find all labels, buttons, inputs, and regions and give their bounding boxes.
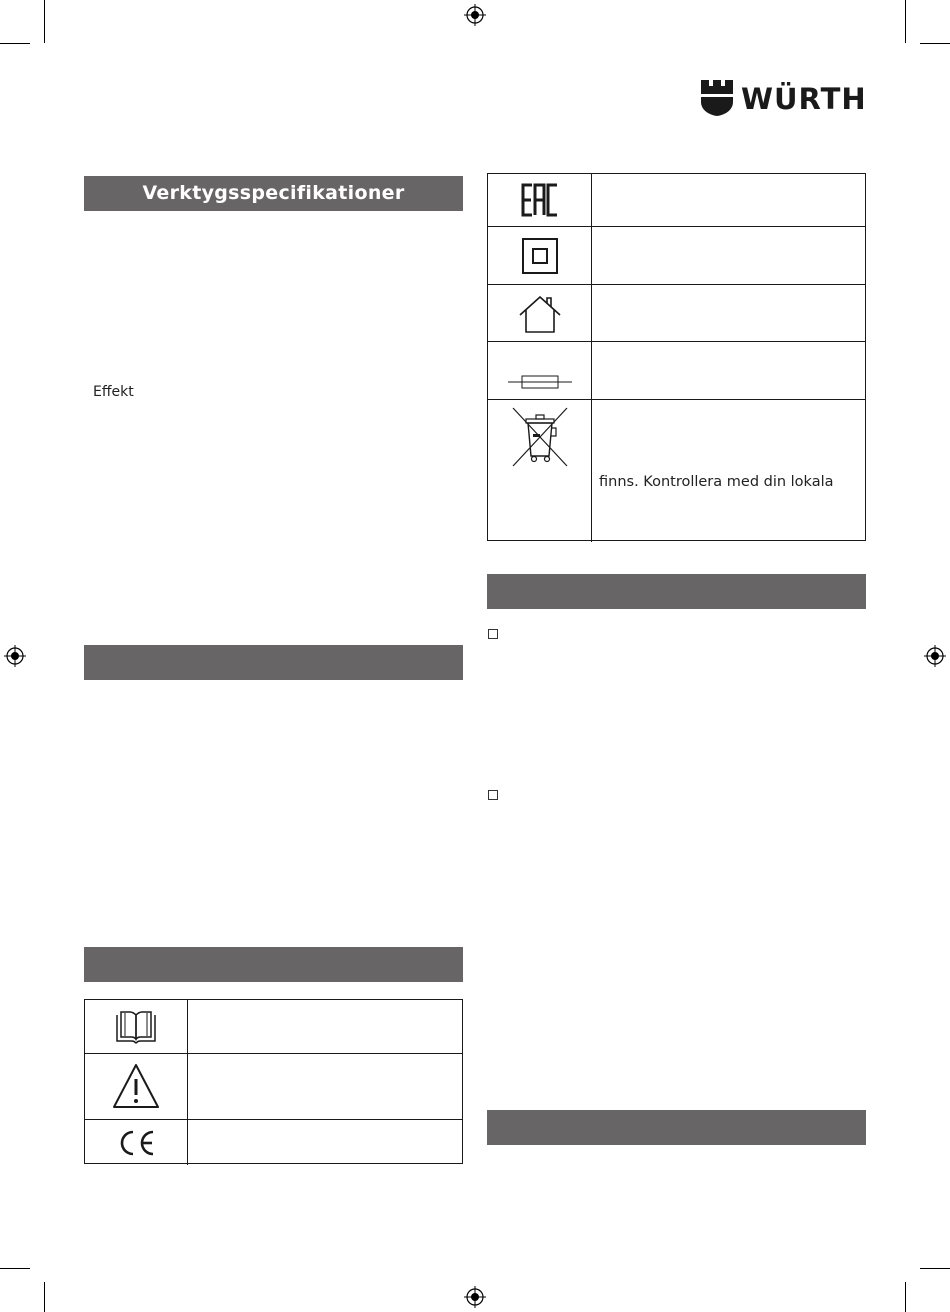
symbol-table-right [487, 173, 866, 541]
indoor-use-icon [517, 294, 563, 334]
symbol-row [488, 226, 865, 285]
eac-mark-icon [521, 182, 559, 218]
symbol-cell [85, 1000, 188, 1053]
section-heading-bar [487, 1110, 866, 1145]
symbol-row [85, 1053, 462, 1120]
symbol-cell [85, 1054, 188, 1120]
symbol-row [488, 399, 865, 542]
spec-label-effekt: Effekt [93, 384, 134, 400]
symbol-cell [85, 1120, 188, 1165]
symbol-table-left [84, 999, 463, 1164]
crop-mark [920, 43, 950, 44]
crop-mark [920, 1268, 950, 1269]
symbol-row [488, 174, 865, 226]
registration-mark-icon [464, 1286, 486, 1308]
crop-mark [905, 1282, 906, 1312]
section-heading-bar [487, 574, 866, 609]
double-insulation-icon [521, 237, 559, 275]
symbol-cell [488, 174, 592, 226]
registration-mark-icon [4, 645, 26, 667]
crop-mark [44, 0, 45, 43]
crop-mark [905, 0, 906, 43]
registration-mark-icon [464, 4, 486, 26]
specifications-title: Verktygsspecifikationer [142, 182, 405, 204]
section-heading-bar [84, 947, 463, 982]
fuse-icon [508, 374, 572, 390]
registration-mark-icon [924, 645, 946, 667]
bullet-checkbox [488, 790, 498, 800]
symbol-row [85, 1119, 462, 1165]
section-heading-bar [84, 645, 463, 680]
specifications-heading-bar [84, 176, 463, 211]
brand-logo [700, 80, 870, 118]
warning-triangle-icon [111, 1062, 161, 1112]
book-icon [113, 1009, 159, 1045]
symbol-cell [488, 227, 592, 285]
symbol-cell [488, 400, 592, 542]
bullet-checkbox [488, 629, 498, 639]
symbol-cell [488, 342, 592, 400]
brand-name: WÜRTH [741, 82, 867, 116]
wurth-logo-icon [700, 80, 734, 116]
weee-disposal-text: finns. Kontrollera med din lokala [599, 474, 834, 490]
symbol-row [488, 284, 865, 342]
crop-mark [0, 1268, 30, 1269]
ce-mark-icon [115, 1129, 157, 1157]
weee-bin-icon [511, 406, 569, 468]
symbol-row [488, 341, 865, 400]
symbol-row [85, 1000, 462, 1053]
crop-mark [0, 43, 30, 44]
crop-mark [44, 1282, 45, 1312]
symbol-cell [488, 285, 592, 342]
